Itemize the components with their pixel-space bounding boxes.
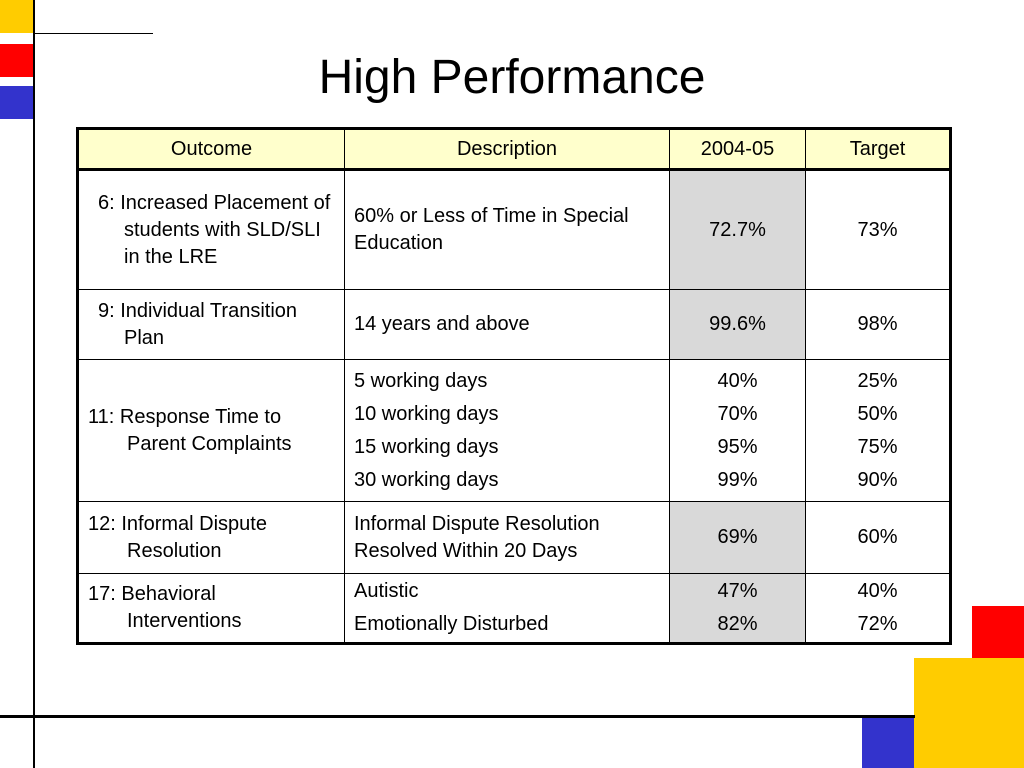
description-line: 5 working days [354, 369, 488, 392]
header-2004-05: 2004-05 [670, 129, 806, 170]
target-cell [806, 360, 951, 502]
year-value: 69% [717, 526, 758, 548]
outcome-text: 9: Individual Transition Plan [98, 299, 298, 349]
year-value: 99% [717, 468, 758, 491]
outcome-cell [78, 170, 345, 290]
description-cell [345, 360, 670, 502]
year-value: 99.6% [709, 313, 766, 335]
description-cell [345, 502, 670, 574]
year-cell [670, 360, 806, 502]
target-value: 75% [857, 435, 898, 458]
outcome-text: 12: Informal Dispute Resolution [88, 512, 267, 562]
year-value: 47% [717, 580, 758, 602]
year-cell [670, 170, 806, 290]
year-cell [670, 574, 806, 644]
deco-yellow-square-bottom [914, 658, 1024, 768]
description-line: 15 working days [354, 435, 499, 458]
slide-title: High Performance [318, 51, 706, 104]
year-value: 40% [717, 369, 758, 392]
deco-blue-square-bottom [862, 718, 914, 768]
year-value: 70% [717, 402, 758, 425]
performance-table [76, 127, 952, 645]
outcome-cell [78, 574, 345, 644]
table-header-row [78, 129, 951, 170]
target-value: 90% [857, 468, 898, 491]
deco-yellow-square-top [0, 0, 33, 33]
deco-red-square-bottom [972, 606, 1024, 658]
description-text: 14 years and above [354, 313, 530, 335]
target-value: 73% [857, 218, 898, 241]
description-line: 30 working days [354, 468, 499, 491]
deco-top-rule [33, 33, 153, 34]
description-cell [345, 290, 670, 360]
target-cell [806, 574, 951, 644]
table-row [78, 574, 951, 644]
target-value: 60% [857, 526, 898, 548]
year-cell [670, 502, 806, 574]
description-line: Autistic [354, 580, 419, 602]
outcome-text: 17: Behavioral Interventions [88, 583, 242, 632]
target-value: 50% [857, 402, 898, 425]
table-row [78, 290, 951, 360]
deco-vertical-rule [33, 0, 35, 768]
table-row [78, 170, 951, 290]
target-value: 25% [857, 369, 898, 392]
target-value: 40% [857, 580, 898, 602]
target-value: 98% [857, 313, 898, 335]
table-row [78, 360, 951, 502]
description-line: 10 working days [354, 402, 499, 425]
target-cell [806, 170, 951, 290]
year-value: 72.7% [709, 218, 766, 241]
description-cell [345, 574, 670, 644]
outcome-cell [78, 290, 345, 360]
outcome-cell [78, 360, 345, 502]
header-outcome: Outcome [78, 129, 345, 170]
description-text: 60% or Less of Time in Special Education [354, 205, 629, 254]
outcome-cell [78, 502, 345, 574]
outcome-text: 11: Response Time to Parent Complaints [88, 405, 292, 455]
year-value: 95% [717, 435, 758, 458]
target-cell [806, 502, 951, 574]
year-value: 82% [717, 613, 758, 635]
target-cell [806, 290, 951, 360]
deco-bottom-rule [0, 715, 915, 718]
outcome-text: 6: Increased Placement of students with SLD/SLI in the LRE [98, 191, 331, 268]
header-target: Target [806, 129, 951, 170]
description-line: Emotionally Disturbed [354, 613, 549, 635]
table-row [78, 502, 951, 574]
target-value: 72% [857, 613, 898, 635]
description-cell [345, 170, 670, 290]
header-description: Description [345, 129, 670, 170]
year-cell [670, 290, 806, 360]
description-text: Informal Dispute Resolution Resolved Within 20 Days [354, 512, 600, 562]
